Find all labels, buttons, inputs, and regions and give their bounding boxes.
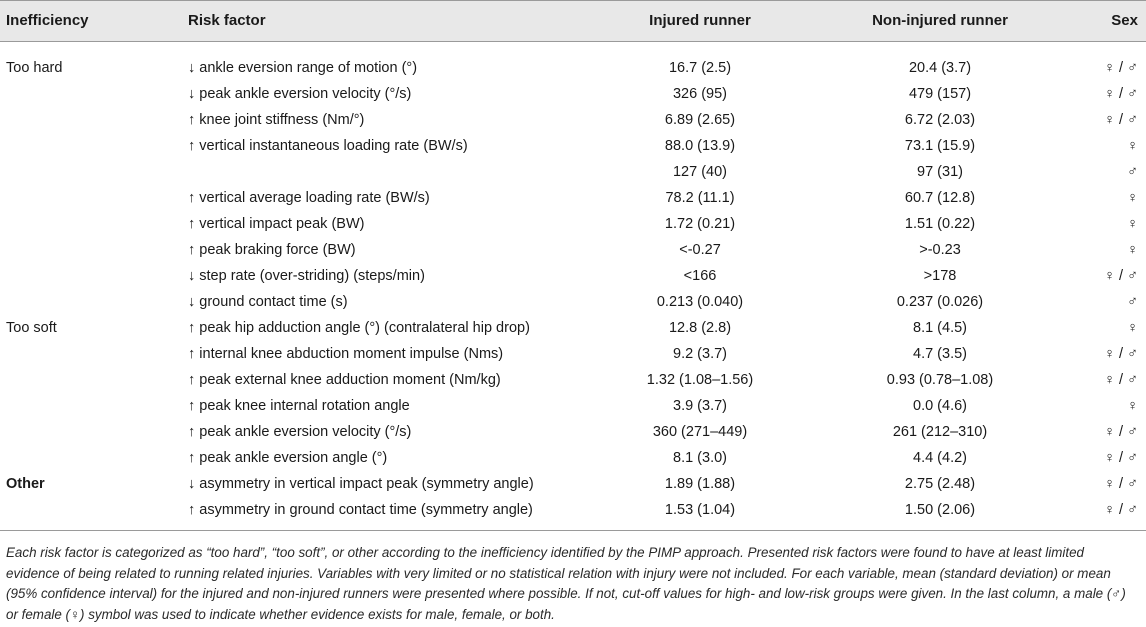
- risk-factor-cell: ↑ peak external knee adduction moment (Nm/kg): [188, 372, 501, 388]
- table-bottom-rule: [0, 530, 1146, 531]
- risk-factor-cell: ↓ step rate (over-striding) (steps/min): [188, 268, 425, 284]
- sex-cell: ♂: [1127, 164, 1138, 180]
- non-injured-cell: >-0.23: [919, 242, 961, 258]
- injured-cell: 127 (40): [672, 164, 727, 180]
- non-injured-cell: 73.1 (15.9): [904, 138, 976, 154]
- risk-factor-cell: ↑ vertical impact peak (BW): [188, 216, 365, 232]
- sex-cell: ♀: [1127, 216, 1138, 232]
- non-injured-cell: 6.72 (2.03): [904, 112, 976, 128]
- injured-cell: 1.32 (1.08–1.56): [646, 372, 754, 388]
- table-row: [0, 497, 1146, 523]
- injured-cell: 326 (95): [672, 86, 727, 102]
- non-injured-cell: 479 (157): [908, 86, 972, 102]
- risk-factor-cell: ↑ asymmetry in ground contact time (symmetry angle): [188, 502, 533, 518]
- header-sex: Sex: [1111, 12, 1138, 29]
- injured-cell: 1.72 (0.21): [664, 216, 736, 232]
- non-injured-cell: 261 (212–310): [892, 424, 988, 440]
- non-injured-cell: 2.75 (2.48): [904, 476, 976, 492]
- injured-cell: 360 (271–449): [652, 424, 748, 440]
- non-injured-cell: 0.237 (0.026): [896, 294, 984, 310]
- non-injured-cell: >178: [923, 268, 957, 284]
- sex-cell: ♀ / ♂: [1104, 112, 1138, 128]
- risk-factor-cell: ↑ vertical average loading rate (BW/s): [188, 190, 430, 206]
- header-injured: Injured runner: [649, 12, 751, 29]
- injured-cell: 78.2 (11.1): [665, 190, 735, 206]
- sex-cell: ♂: [1127, 294, 1138, 310]
- non-injured-cell: 8.1 (4.5): [913, 320, 967, 336]
- table-row: [0, 237, 1146, 263]
- risk-factor-cell: ↑ knee joint stiffness (Nm/°): [188, 112, 365, 128]
- table-row: [0, 211, 1146, 237]
- header-risk-factor: Risk factor: [188, 12, 266, 29]
- injured-cell: 0.213 (0.040): [656, 294, 744, 310]
- group-cell: Too soft: [6, 320, 57, 336]
- group-cell: Other: [6, 476, 45, 492]
- sex-cell: ♀ / ♂: [1104, 450, 1138, 466]
- injured-cell: 6.89 (2.65): [664, 112, 736, 128]
- table-row: [0, 159, 1146, 185]
- injured-cell: 1.53 (1.04): [664, 502, 736, 518]
- non-injured-cell: 1.50 (2.06): [904, 502, 976, 518]
- non-injured-cell: 60.7 (12.8): [904, 190, 976, 206]
- sex-cell: ♀ / ♂: [1104, 86, 1138, 102]
- header-inefficiency: Inefficiency: [6, 12, 89, 29]
- injured-cell: <-0.27: [679, 242, 721, 258]
- sex-cell: ♀: [1127, 398, 1138, 414]
- table-row: [0, 107, 1146, 133]
- table-row: [0, 419, 1146, 445]
- sex-cell: ♀: [1127, 138, 1138, 154]
- sex-cell: ♀: [1127, 190, 1138, 206]
- sex-cell: ♀ / ♂: [1104, 502, 1138, 518]
- group-cell: Too hard: [6, 60, 63, 76]
- non-injured-cell: 1.51 (0.22): [904, 216, 976, 232]
- risk-factor-cell: ↑ peak ankle eversion angle (°): [188, 450, 388, 466]
- risk-factor-cell: ↑ peak braking force (BW): [188, 242, 356, 258]
- table-row: [0, 289, 1146, 315]
- table-row: [0, 185, 1146, 211]
- non-injured-cell: 4.4 (4.2): [913, 450, 967, 466]
- sex-cell: ♀ / ♂: [1104, 476, 1138, 492]
- table-row: [0, 55, 1146, 81]
- table-row: [0, 133, 1146, 159]
- table-footnote: Each risk factor is categorized as “too hard”, “too soft”, or other according to the inefficiency identified by the PIMP approach. Presented risk factors were found to have at least limited evidence of being related to running related injuries. Variables with very limited or no statistical relation with injury were not included. For each variable, mean (standard deviation) or mean (95% confidence interval) for the injured and non-injured runners were presented where possible. If not, cut-off values for high- and low-risk groups were given. In the last column, a male (♂) or female (♀) symbol was used to indicate whether evidence exists for male, female, or both.: [6, 545, 1126, 622]
- sex-cell: ♀: [1127, 242, 1138, 258]
- risk-factor-cell: ↑ peak ankle eversion velocity (°/s): [188, 424, 412, 440]
- non-injured-cell: 20.4 (3.7): [908, 60, 972, 76]
- risk-factor-cell: ↓ ground contact time (s): [188, 294, 348, 310]
- non-injured-cell: 97 (31): [917, 164, 963, 180]
- risk-factor-cell: ↓ ankle eversion range of motion (°): [188, 60, 418, 76]
- table-row: [0, 367, 1146, 393]
- table-row: [0, 263, 1146, 289]
- injured-cell: 88.0 (13.9): [664, 138, 736, 154]
- sex-cell: ♀ / ♂: [1104, 346, 1138, 362]
- injured-cell: 3.9 (3.7): [673, 398, 727, 414]
- risk-factor-cell: ↑ peak knee internal rotation angle: [188, 398, 410, 414]
- table-row: [0, 341, 1146, 367]
- injured-cell: 16.7 (2.5): [668, 60, 732, 76]
- table-row: [0, 81, 1146, 107]
- table-row: [0, 315, 1146, 341]
- injured-cell: <166: [683, 268, 717, 284]
- non-injured-cell: 0.93 (0.78–1.08): [886, 372, 994, 388]
- table-row: [0, 445, 1146, 471]
- injured-cell: 8.1 (3.0): [673, 450, 727, 466]
- header-non-injured: Non-injured runner: [872, 12, 1008, 29]
- sex-cell: ♀ / ♂: [1104, 372, 1138, 388]
- injured-cell: 9.2 (3.7): [673, 346, 727, 362]
- table-row: [0, 393, 1146, 419]
- sex-cell: ♀ / ♂: [1104, 424, 1138, 440]
- risk-factor-cell: ↓ peak ankle eversion velocity (°/s): [188, 86, 412, 102]
- sex-cell: ♀ / ♂: [1104, 268, 1138, 284]
- risk-factor-cell: ↑ internal knee abduction moment impulse (Nms): [188, 346, 504, 362]
- sex-cell: ♀ / ♂: [1104, 60, 1138, 76]
- table-header: [0, 0, 1146, 42]
- risk-factor-cell: ↑ peak hip adduction angle (°) (contralateral hip drop): [188, 320, 530, 336]
- sex-cell: ♀: [1127, 320, 1138, 336]
- injured-cell: 1.89 (1.88): [664, 476, 736, 492]
- non-injured-cell: 0.0 (4.6): [913, 398, 967, 414]
- injured-cell: 12.8 (2.8): [668, 320, 732, 336]
- risk-factor-cell: ↓ asymmetry in vertical impact peak (symmetry angle): [188, 476, 534, 492]
- risk-factor-cell: ↑ vertical instantaneous loading rate (BW/s): [188, 138, 468, 154]
- non-injured-cell: 4.7 (3.5): [913, 346, 967, 362]
- table-row: [0, 471, 1146, 497]
